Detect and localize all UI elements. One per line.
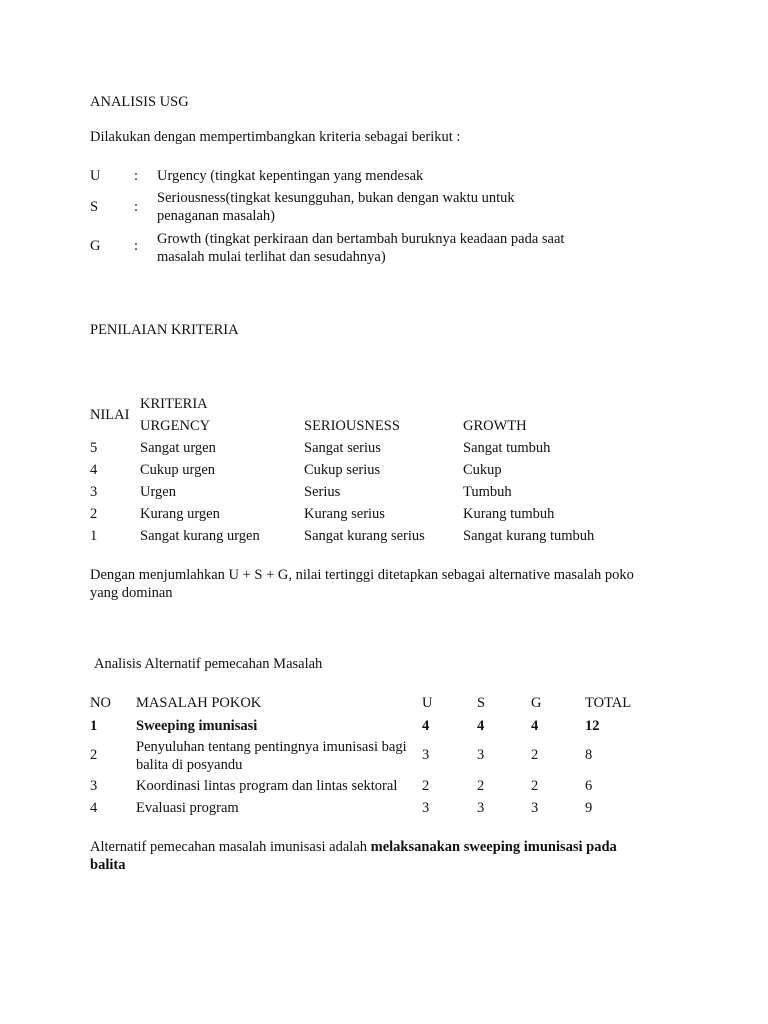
row-u: 4 (422, 718, 430, 734)
conclusion-text (90, 838, 617, 856)
score-urgency: Cukup urgen (140, 462, 216, 478)
score-growth: Sangat tumbuh (463, 440, 551, 456)
row-masalah: Sweeping imunisasi (136, 718, 258, 734)
row-g: 4 (531, 718, 539, 734)
score-seriousness: Kurang serius (304, 506, 385, 522)
header-u: U (422, 695, 433, 711)
row-s: 3 (477, 747, 485, 763)
row-u: 3 (422, 747, 430, 763)
header-s: S (477, 695, 486, 711)
score-urgency: Sangat urgen (140, 440, 216, 456)
row-g: 3 (531, 800, 539, 816)
score-growth: Cukup (463, 462, 502, 478)
row-masalah: Evaluasi program (136, 800, 239, 816)
score-growth: Kurang tumbuh (463, 506, 555, 522)
conclusion-emphasis: melaksanakan sweeping imunisasi pada (370, 839, 617, 855)
header-total: TOTAL (585, 695, 632, 711)
header-g: G (531, 695, 542, 711)
row-no: 3 (90, 778, 98, 794)
row-g: 2 (531, 778, 539, 794)
section-heading-analisis: Analisis Alternatif pemecahan Masalah (94, 656, 323, 672)
row-masalah: Penyuluhan tentang pentingnya imunisasi bagi (136, 739, 407, 755)
score-urgency: Kurang urgen (140, 506, 220, 522)
row-u: 3 (422, 800, 430, 816)
score-seriousness: Sangat kurang serius (304, 528, 425, 544)
sum-note: Dengan menjumlahkan U + S + G, nilai tertinggi ditetapkan sebagai alternative masalah poko (90, 567, 634, 583)
intro-text: Dilakukan dengan mempertimbangkan kriteria sebagai berikut : (90, 129, 461, 145)
criteria-description: Growth (tingkat perkiraan dan bertambah buruknya keadaan pada saat (157, 231, 565, 247)
row-total: 9 (585, 800, 593, 816)
score-seriousness: Sangat serius (304, 440, 381, 456)
conclusion-prefix: Alternatif pemecahan masalah imunisasi adalah (90, 839, 371, 855)
conclusion-emphasis-cont: balita (90, 857, 126, 873)
criteria-description: Urgency (tingkat kepentingan yang mendesak (157, 168, 424, 184)
score-urgency: Urgen (140, 484, 176, 500)
kriteria-header: KRITERIA (140, 396, 208, 412)
score-nilai: 4 (90, 462, 98, 478)
criteria-description-cont: masalah mulai terlihat dan sesudahnya) (157, 249, 386, 265)
row-masalah: Koordinasi lintas program dan lintas sektoral (136, 778, 398, 794)
score-seriousness: Cukup serius (304, 462, 381, 478)
header-masalah-pokok: MASALAH POKOK (136, 695, 262, 711)
row-g: 2 (531, 747, 539, 763)
document-title: ANALISIS USG (90, 94, 189, 110)
criteria-key: S (90, 199, 99, 215)
criteria-separator: : (134, 168, 139, 184)
growth-header: GROWTH (463, 418, 527, 434)
row-total: 6 (585, 778, 593, 794)
criteria-key: G (90, 238, 101, 254)
row-s: 3 (477, 800, 485, 816)
score-nilai: 3 (90, 484, 98, 500)
row-s: 2 (477, 778, 485, 794)
row-total: 12 (585, 718, 600, 734)
row-no: 2 (90, 747, 98, 763)
row-total: 8 (585, 747, 593, 763)
score-growth: Tumbuh (463, 484, 512, 500)
urgency-header: URGENCY (140, 418, 211, 434)
row-u: 2 (422, 778, 430, 794)
criteria-description-cont: penaganan masalah) (157, 208, 275, 224)
criteria-description: Seriousness(tingkat kesungguhan, bukan dengan waktu untuk (157, 190, 515, 206)
section-heading-penilaian: PENILAIAN KRITERIA (90, 322, 239, 338)
nilai-header: NILAI (90, 407, 130, 423)
row-no: 1 (90, 718, 98, 734)
score-nilai: 1 (90, 528, 98, 544)
score-urgency: Sangat kurang urgen (140, 528, 260, 544)
criteria-separator: : (134, 199, 139, 215)
criteria-key: U (90, 168, 101, 184)
score-nilai: 2 (90, 506, 98, 522)
row-no: 4 (90, 800, 98, 816)
row-masalah-cont: balita di posyandu (136, 757, 243, 773)
criteria-separator: : (134, 238, 139, 254)
score-seriousness: Serius (304, 484, 341, 500)
sum-note-cont: yang dominan (90, 585, 173, 601)
row-s: 4 (477, 718, 485, 734)
seriousness-header: SERIOUSNESS (304, 418, 400, 434)
score-growth: Sangat kurang tumbuh (463, 528, 595, 544)
header-no: NO (90, 695, 111, 711)
score-nilai: 5 (90, 440, 98, 456)
